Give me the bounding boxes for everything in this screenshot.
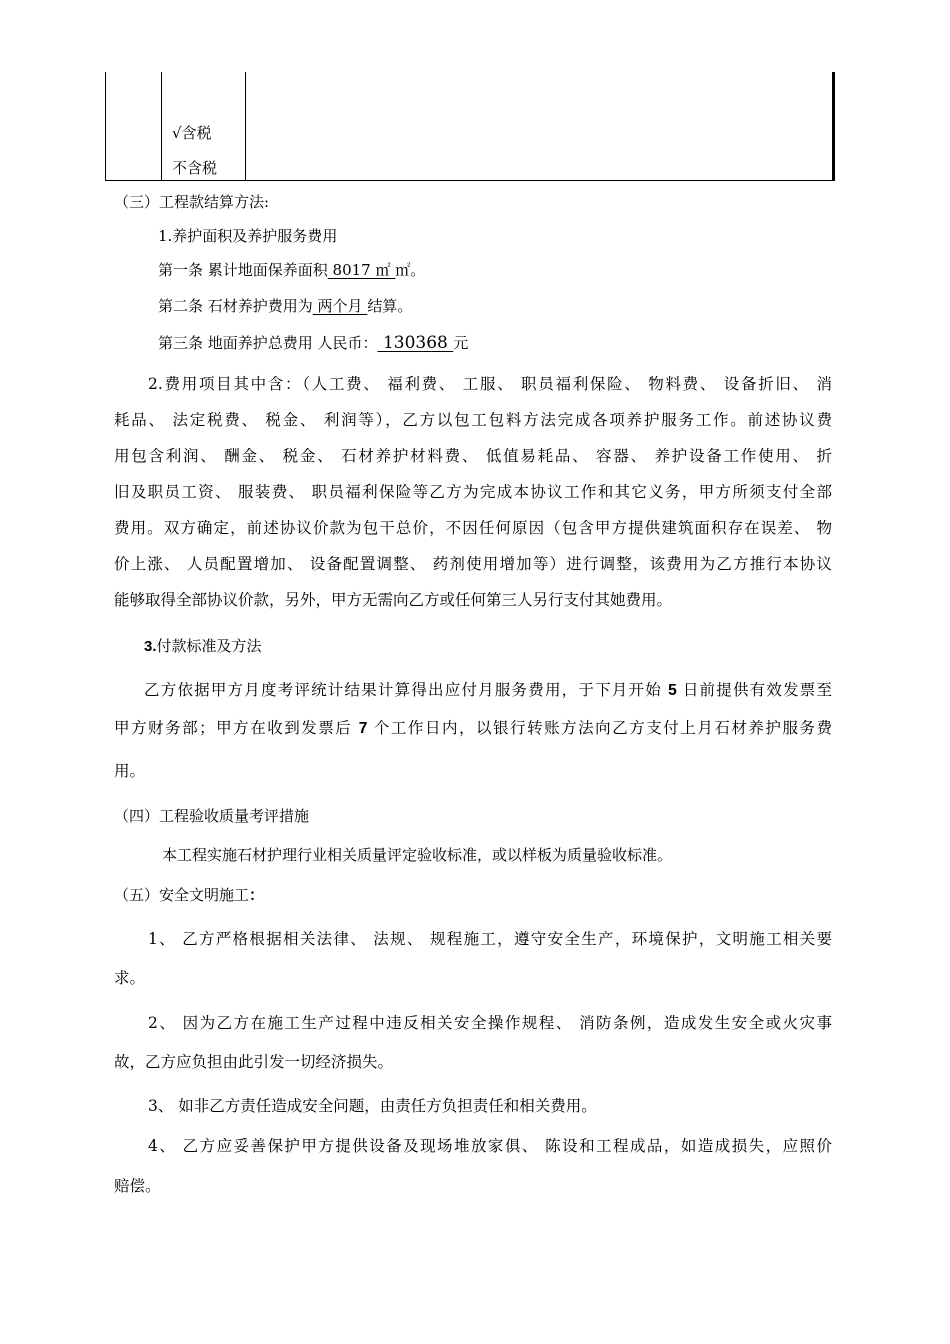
fee-paragraph-line: 耗品、 法定税费、 税金、 利润等），乙方以包工包料方法完成各项养护服务工作。前述协议费 [114, 411, 832, 429]
payment-text: 个工作日内，以银行转账方法向乙方支付上月石材养护服务费 [367, 719, 832, 737]
section-3-heading: （三）工程款结算方法: [114, 193, 270, 211]
safety-item-4-cont: 赔偿。 [114, 1177, 161, 1195]
payment-heading [144, 636, 262, 657]
settlement-period-value: 两个月 [312, 297, 368, 315]
fee-paragraph-line: 价上涨、 人员配置增加、 设备配置调整、 药剂使用增加等）进行调整，该费用为乙方推行本协议 [114, 555, 832, 573]
section-4-heading: （四）工程验收质量考评措施 [114, 807, 310, 825]
fee-paragraph-line: 能够取得全部协议价款，另外，甲方无需向乙方或任何第三人另行支付其她费用。 [114, 591, 673, 609]
article-3-suffix: 元 [453, 334, 469, 352]
article-2 [158, 296, 412, 316]
payment-heading-number: 3. [144, 638, 157, 655]
table-line-right [832, 72, 835, 181]
table-line-col1 [161, 72, 162, 181]
payment-line-3: 用。 [114, 762, 146, 780]
fee-paragraph-line: 2.费用项目其中含：（人工费、 福利费、 工服、 职员福利保险、 物料费、 设备折旧、 消 [148, 375, 832, 393]
article-2-suffix: 结算。 [367, 297, 413, 315]
subsection-1-title: 1.养护面积及养护服务费用 [158, 227, 338, 245]
total-fee-value: 130368 [377, 333, 454, 353]
payment-text: 乙方依据甲方月度考评统计结果计算得出应付月服务费用，于下月开始 [144, 681, 669, 699]
tax-excluded-option: 不含税 [172, 159, 218, 177]
table-line-bottom [105, 180, 835, 181]
table-line-col2 [245, 72, 246, 181]
payment-day-value: 5 [668, 682, 677, 699]
area-value: 8017 ㎡ [327, 261, 396, 279]
article-1-prefix: 第一条 累计地面保养面积 [158, 261, 328, 279]
safety-item-2: 2、 因为乙方在施工生产过程中违反相关安全操作规程、 消防条例，造成发生安全或火灾事 [148, 1014, 832, 1032]
safety-item-3: 3、 如非乙方责任造成安全问题，由责任方负担责任和相关费用。 [148, 1097, 597, 1115]
fee-paragraph-line: 费用。双方确定，前述协议价款为包干总价，不因任何原因（包含甲方提供建筑面积存在误差、 物 [114, 519, 832, 537]
payment-workdays-value: 7 [358, 720, 368, 737]
table-line-left [105, 72, 106, 181]
payment-text: 日前提供有效发票至 [676, 681, 832, 699]
payment-line-2 [114, 718, 832, 739]
article-1-suffix: ㎡。 [395, 261, 426, 279]
tax-included-option: √含税 [172, 124, 212, 142]
safety-item-1-cont: 求。 [114, 969, 146, 987]
safety-item-1: 1、 乙方严格根据相关法律、 法规、 规程施工，遵守安全生产，环境保护，文明施工相关要 [148, 930, 832, 948]
article-3 [158, 333, 468, 353]
section-5-heading [114, 885, 264, 906]
section-4-text: 本工程实施石材护理行业相关质量评定验收标准，或以样板为质量验收标准。 [162, 846, 673, 864]
article-2-prefix: 第二条 石材养护费用为 [158, 297, 313, 315]
payment-heading-title: 付款标准及方法 [156, 637, 262, 655]
section-5-heading-colon: ： [249, 887, 265, 904]
article-1 [158, 260, 425, 280]
safety-item-2-cont: 故，乙方应负担由此引发一切经济损失。 [114, 1053, 394, 1071]
safety-item-4: 4、 乙方应妥善保护甲方提供设备及现场堆放家俱、 陈设和工程成品，如造成损失，应照价 [148, 1137, 832, 1155]
payment-text: 甲方财务部；甲方在收到发票后 [114, 719, 359, 737]
payment-line-1 [144, 680, 832, 701]
section-5-heading-text: （五）安全文明施工 [114, 886, 250, 904]
fee-paragraph-line: 旧及职员工资、 服装费、 职员福利保险等乙方为完成本协议工作和其它义务，甲方所须支付全部 [114, 483, 832, 501]
fee-paragraph-line: 用包含利润、 酬金、 税金、 石材养护材料费、 低值易耗品、 容器、 养护设备工作使用、 折 [114, 447, 832, 465]
article-3-prefix: 第三条 地面养护总费用 人民币： [158, 334, 378, 352]
